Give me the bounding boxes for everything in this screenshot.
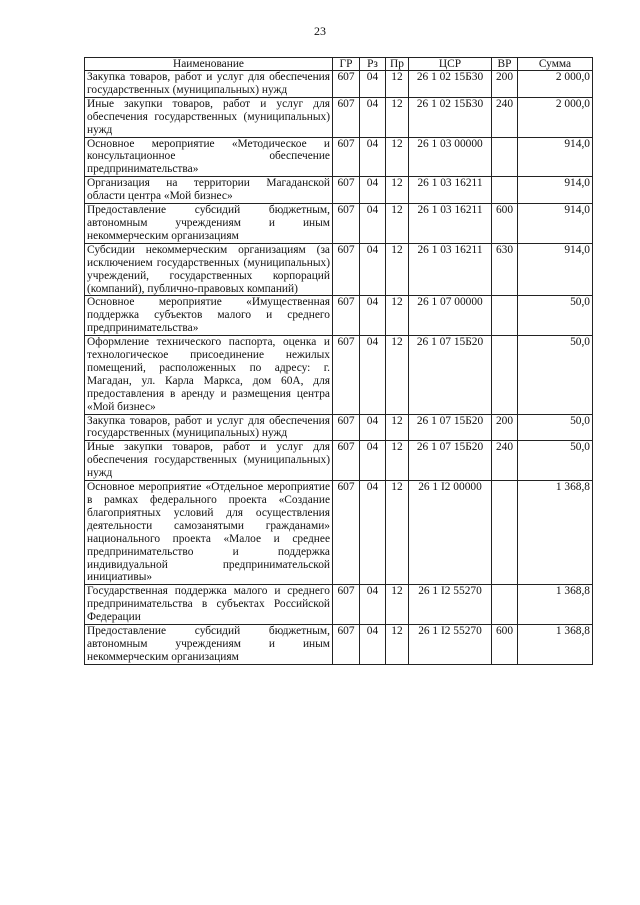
cell-rz: 04 — [360, 336, 386, 414]
cell-sum: 50,0 — [518, 441, 593, 481]
table-row — [85, 441, 593, 481]
cell-pr: 12 — [386, 204, 409, 244]
cell-name: Основное мероприятие «Отдельное мероприятие в рамках федерального проекта «Создание благоприятных условий для осуществления деятельности самозанятыми гражданами» национального проекта «Малое и среднее предпринимательство и поддержка индивидуальной предпринимательской инициативы» — [85, 481, 333, 585]
cell-name: Основное мероприятие «Имущественная поддержка субъектов малого и среднего предпринимательства» — [85, 296, 333, 336]
cell-gr: 607 — [333, 97, 360, 137]
table-row — [85, 71, 593, 98]
cell-rz: 04 — [360, 97, 386, 137]
cell-name: Предоставление субсидий бюджетным, автономным учреждениям и иным некоммерческим организациям — [85, 625, 333, 665]
cell-pr: 12 — [386, 137, 409, 177]
cell-rz: 04 — [360, 296, 386, 336]
cell-sum: 914,0 — [518, 177, 593, 204]
header-pr: Пр — [386, 58, 409, 71]
cell-name: Иные закупки товаров, работ и услуг для обеспечения государственных (муниципальных) нужд — [85, 441, 333, 481]
cell-sum: 2 000,0 — [518, 71, 593, 98]
table-row — [85, 137, 593, 177]
cell-vr: 600 — [492, 625, 518, 665]
cell-gr: 607 — [333, 71, 360, 98]
cell-rz: 04 — [360, 414, 386, 441]
cell-csr: 26 1 03 16211 — [409, 204, 492, 244]
cell-csr: 26 1 I2 55270 — [409, 585, 492, 625]
cell-vr: 200 — [492, 71, 518, 98]
header-gr: ГР — [333, 58, 360, 71]
cell-sum: 914,0 — [518, 243, 593, 296]
cell-vr — [492, 177, 518, 204]
cell-rz: 04 — [360, 177, 386, 204]
cell-rz: 04 — [360, 204, 386, 244]
cell-pr: 12 — [386, 441, 409, 481]
cell-vr — [492, 336, 518, 414]
cell-sum: 50,0 — [518, 336, 593, 414]
cell-name: Основное мероприятие «Методическое и консультационное обеспечение предпринимательства» — [85, 137, 333, 177]
cell-csr: 26 1 07 00000 — [409, 296, 492, 336]
header-vr: ВР — [492, 58, 518, 71]
cell-pr: 12 — [386, 97, 409, 137]
cell-gr: 607 — [333, 204, 360, 244]
cell-rz: 04 — [360, 243, 386, 296]
cell-pr: 12 — [386, 71, 409, 98]
cell-csr: 26 1 I2 55270 — [409, 625, 492, 665]
cell-sum: 1 368,8 — [518, 481, 593, 585]
header-name: Наименование — [85, 58, 333, 71]
table-row — [85, 177, 593, 204]
cell-rz: 04 — [360, 441, 386, 481]
cell-pr: 12 — [386, 177, 409, 204]
cell-name: Оформление технического паспорта, оценка и технологическое присоединение нежилых помещений, расположенных по адресу: г. Магадан, ул. Карла Маркса, дом 60А, для предоставления в аренду и размещения центра «Мой бизнес» — [85, 336, 333, 414]
table-row — [85, 336, 593, 414]
cell-vr: 200 — [492, 414, 518, 441]
cell-vr: 630 — [492, 243, 518, 296]
cell-pr: 12 — [386, 336, 409, 414]
cell-pr: 12 — [386, 243, 409, 296]
cell-rz: 04 — [360, 585, 386, 625]
page-number: 23 — [314, 24, 326, 38]
table-row — [85, 625, 593, 665]
cell-name: Предоставление субсидий бюджетным, автономным учреждениям и иным некоммерческим организациям — [85, 204, 333, 244]
cell-csr: 26 1 07 15Б20 — [409, 414, 492, 441]
cell-sum: 2 000,0 — [518, 97, 593, 137]
cell-csr: 26 1 02 15Б30 — [409, 97, 492, 137]
header-sum: Сумма — [518, 58, 593, 71]
cell-name: Организация на территории Магаданской области центра «Мой бизнес» — [85, 177, 333, 204]
table-row — [85, 481, 593, 585]
cell-vr — [492, 585, 518, 625]
header-rz: Рз — [360, 58, 386, 71]
table-row — [85, 204, 593, 244]
cell-csr: 26 1 03 16211 — [409, 243, 492, 296]
table-body — [85, 71, 593, 665]
cell-csr: 26 1 02 15Б30 — [409, 71, 492, 98]
cell-name: Закупка товаров, работ и услуг для обеспечения государственных (муниципальных) нужд — [85, 71, 333, 98]
cell-gr: 607 — [333, 137, 360, 177]
cell-vr — [492, 481, 518, 585]
cell-sum: 914,0 — [518, 137, 593, 177]
cell-sum: 914,0 — [518, 204, 593, 244]
table-row — [85, 585, 593, 625]
cell-sum: 1 368,8 — [518, 585, 593, 625]
cell-gr: 607 — [333, 243, 360, 296]
cell-vr — [492, 296, 518, 336]
cell-rz: 04 — [360, 625, 386, 665]
cell-csr: 26 1 03 00000 — [409, 137, 492, 177]
cell-gr: 607 — [333, 296, 360, 336]
table-header-row — [85, 58, 593, 71]
cell-rz: 04 — [360, 481, 386, 585]
cell-vr: 600 — [492, 204, 518, 244]
table-row — [85, 414, 593, 441]
cell-pr: 12 — [386, 481, 409, 585]
cell-pr: 12 — [386, 625, 409, 665]
cell-vr: 240 — [492, 441, 518, 481]
cell-pr: 12 — [386, 414, 409, 441]
cell-csr: 26 1 I2 00000 — [409, 481, 492, 585]
cell-csr: 26 1 07 15Б20 — [409, 441, 492, 481]
cell-gr: 607 — [333, 177, 360, 204]
cell-csr: 26 1 07 15Б20 — [409, 336, 492, 414]
cell-vr: 240 — [492, 97, 518, 137]
cell-sum: 50,0 — [518, 414, 593, 441]
cell-gr: 607 — [333, 414, 360, 441]
header-csr: ЦСР — [409, 58, 492, 71]
cell-pr: 12 — [386, 585, 409, 625]
cell-rz: 04 — [360, 71, 386, 98]
cell-csr: 26 1 03 16211 — [409, 177, 492, 204]
cell-name: Субсидии некоммерческим организациям (за исключением государственных (муниципальных) учреждений, государственных корпораций (компаний), публично-правовых компаний) — [85, 243, 333, 296]
table-row — [85, 97, 593, 137]
table-row — [85, 243, 593, 296]
table-row — [85, 296, 593, 336]
cell-gr: 607 — [333, 585, 360, 625]
cell-gr: 607 — [333, 441, 360, 481]
cell-vr — [492, 137, 518, 177]
cell-name: Государственная поддержка малого и среднего предпринимательства в субъектах Российской Федерации — [85, 585, 333, 625]
cell-name: Закупка товаров, работ и услуг для обеспечения государственных (муниципальных) нужд — [85, 414, 333, 441]
cell-sum: 1 368,8 — [518, 625, 593, 665]
cell-pr: 12 — [386, 296, 409, 336]
budget-table — [84, 57, 593, 665]
cell-sum: 50,0 — [518, 296, 593, 336]
cell-name: Иные закупки товаров, работ и услуг для обеспечения государственных (муниципальных) нужд — [85, 97, 333, 137]
cell-gr: 607 — [333, 625, 360, 665]
cell-gr: 607 — [333, 336, 360, 414]
cell-rz: 04 — [360, 137, 386, 177]
cell-gr: 607 — [333, 481, 360, 585]
